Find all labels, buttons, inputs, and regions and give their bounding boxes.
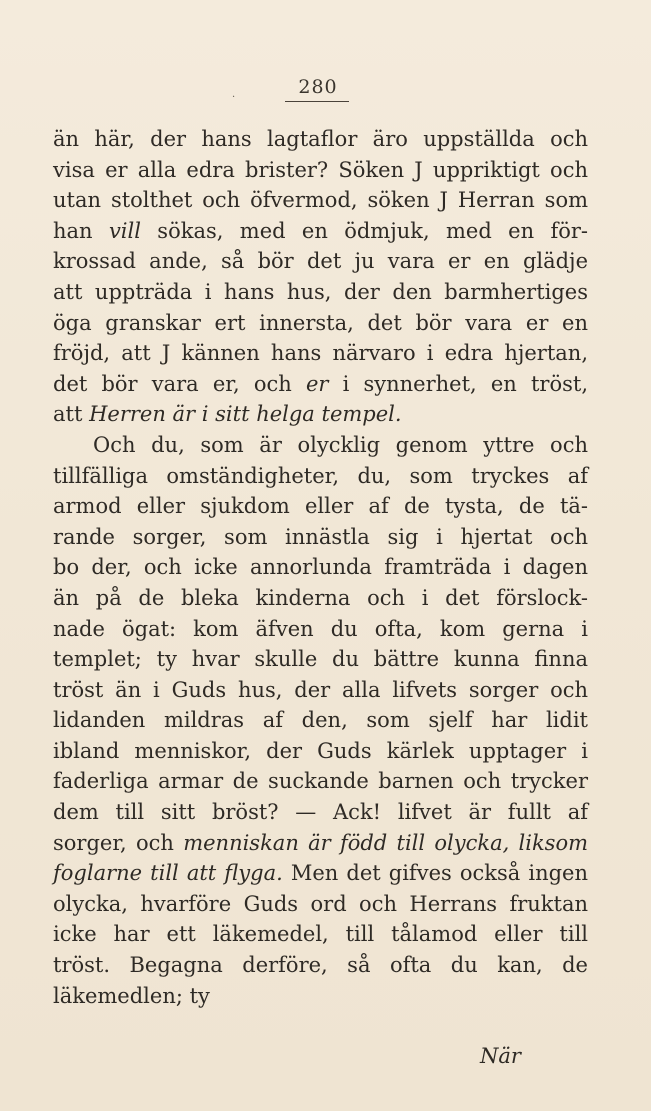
text-line	[53, 919, 588, 950]
text-run: Och du, som är olycklig genom yttre och	[93, 432, 588, 457]
text-line	[53, 308, 588, 339]
text-line	[53, 644, 588, 675]
text-line	[53, 614, 588, 645]
text-run: läkemedlen; ty	[53, 983, 210, 1008]
text-line	[53, 461, 588, 492]
italic-text: menniskan är född till olycka, liksom	[183, 830, 589, 855]
text-run: krossad ande, så bör det ju vara er en glädje	[53, 249, 588, 274]
text-line	[53, 675, 588, 706]
text-line	[53, 124, 588, 155]
text-run: öga granskar ert innersta, det bör vara er en	[53, 310, 588, 335]
text-line	[53, 766, 588, 797]
text-line	[53, 889, 588, 920]
text-run: att	[53, 402, 90, 427]
text-line	[53, 552, 588, 583]
text-line	[53, 155, 588, 186]
text-run: det bör vara er, och	[53, 371, 306, 396]
text-run: utan stolthet och öfvermod, söken J Herran som	[53, 188, 588, 213]
body-text	[53, 124, 588, 1011]
text-run: sökas, med en ödmjuk, med en för-	[140, 218, 588, 243]
text-line	[53, 369, 588, 400]
italic-text: foglarne till att flyga.	[53, 861, 283, 886]
text-line	[53, 216, 588, 247]
text-run: olycka, hvarföre Guds ord och Herrans fruktan	[53, 891, 588, 916]
text-run: tröst än i Guds hus, der alla lifvets sorger och	[53, 677, 588, 702]
header-rule	[285, 101, 349, 102]
text-line	[53, 277, 588, 308]
text-line	[53, 583, 588, 614]
text-line	[53, 705, 588, 736]
text-run: bo der, och icke annorlunda framträda i dagen	[53, 555, 588, 580]
text-line	[53, 981, 588, 1012]
text-run: Men det gifves också ingen	[282, 861, 588, 886]
text-run: ibland menniskor, der Guds kärlek upptager i	[53, 738, 588, 763]
text-line	[53, 430, 588, 461]
text-line	[53, 950, 588, 981]
text-line	[53, 338, 588, 369]
text-line	[53, 736, 588, 767]
text-run: faderliga armar de suckande barnen och trycker	[53, 769, 588, 794]
text-run: sorger, och	[53, 830, 184, 855]
text-line	[53, 828, 588, 859]
text-line	[53, 858, 588, 889]
text-run: dem till sitt bröst? — Ack! lifvet är fullt af	[53, 800, 588, 825]
text-run: han	[53, 218, 109, 243]
italic-text: er	[305, 371, 329, 396]
text-line	[53, 399, 588, 430]
text-run: än på de bleka kinderna och i det förslock-	[53, 585, 588, 610]
text-run: i synnerhet, en tröst,	[328, 371, 588, 396]
text-line	[53, 491, 588, 522]
text-line	[53, 522, 588, 553]
text-run: templet; ty hvar skulle du bättre kunna finna	[53, 647, 588, 672]
text-run: icke har ett läkemedel, till tålamod eller till	[53, 922, 588, 947]
text-line	[53, 797, 588, 828]
text-run: tröst. Begagna derföre, så ofta du kan, de	[53, 953, 588, 978]
text-run: armod eller sjukdom eller af de tysta, de tä-	[53, 494, 588, 519]
text-run: än här, der hans lagtaflor äro uppställda och	[53, 127, 588, 151]
text-run: rande sorger, som innästla sig i hjertat och	[53, 524, 588, 549]
italic-text: Herren är i sitt helga tempel.	[89, 402, 402, 427]
catchword: När	[480, 1044, 521, 1068]
italic-text: vill	[108, 218, 141, 243]
text-line	[53, 246, 588, 277]
text-run: fröjd, att J kännen hans närvaro i edra hjertan,	[53, 341, 588, 366]
text-run: lidanden mildras af den, som sjelf har lidit	[53, 708, 588, 733]
text-run: att uppträda i hans hus, der den barmhertiges	[53, 279, 588, 304]
text-run: nade ögat: kom äfven du ofta, kom gerna i	[53, 616, 588, 641]
text-run: visa er alla edra brister? Söken J uppriktigt och	[53, 157, 588, 182]
text-run: tillfälliga omständigheter, du, som tryckes af	[53, 463, 588, 488]
page-mark: ·	[232, 92, 236, 103]
page-number: 280	[298, 76, 338, 98]
text-line	[53, 185, 588, 216]
